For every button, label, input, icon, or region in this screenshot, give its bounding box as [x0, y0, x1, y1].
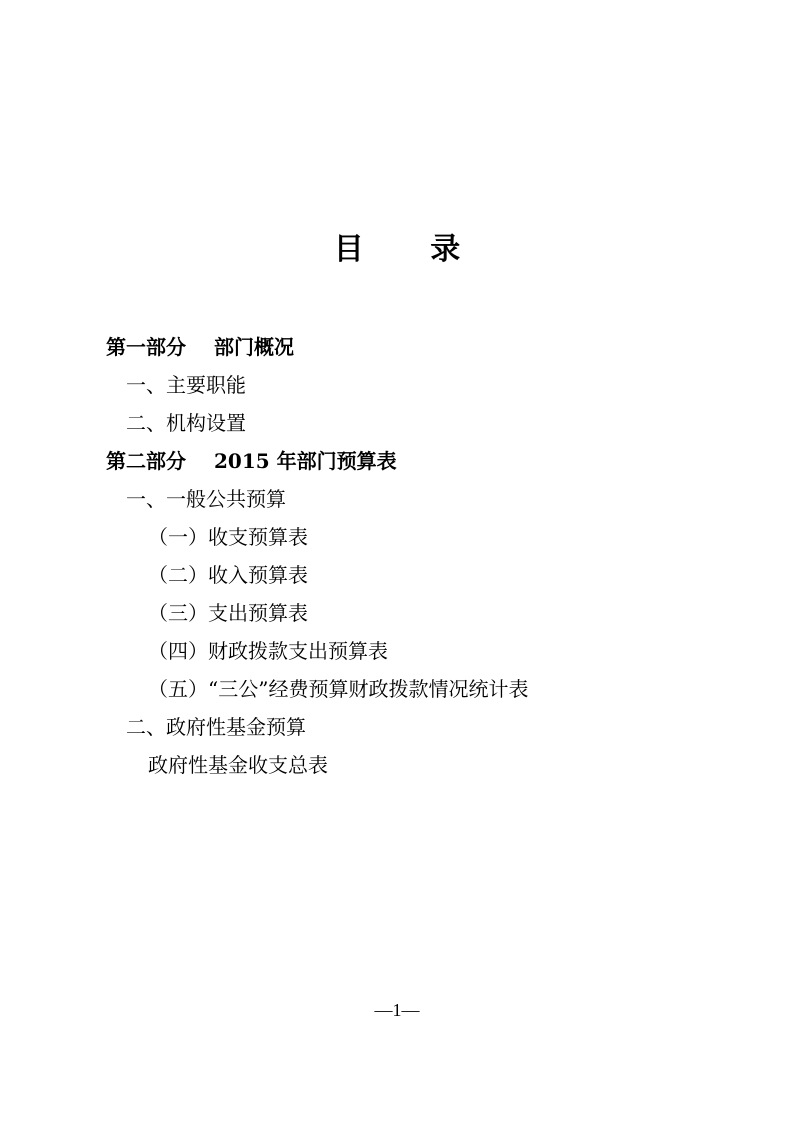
toc-item-main-functions[interactable]: 一、主要职能 — [126, 373, 246, 397]
toc-item-fiscal-allocation-table[interactable]: （四）财政拨款支出预算表 — [148, 639, 388, 663]
toc-item-revenue-expenditure-table[interactable]: （一）收支预算表 — [148, 525, 308, 549]
toc-section-government-fund[interactable]: 二、政府性基金预算 — [126, 715, 306, 739]
toc-part-1-title: 部门概况 — [214, 335, 294, 359]
page-number: —1— — [374, 1000, 420, 1020]
page-title: 目 录 — [333, 232, 489, 267]
toc-part-2[interactable] — [106, 442, 397, 480]
toc-part-1-number: 第一部分 — [106, 335, 186, 359]
toc-item-expenditure-table[interactable]: （三）支出预算表 — [148, 601, 308, 625]
toc-item-three-public-table[interactable]: （五）“三公”经费预算财政拨款情况统计表 — [148, 677, 529, 701]
toc-part-1[interactable] — [106, 328, 294, 366]
toc-item-revenue-table[interactable]: （二）收入预算表 — [148, 563, 308, 587]
toc-section-general-budget[interactable]: 一、一般公共预算 — [126, 487, 286, 511]
toc-item-organization[interactable]: 二、机构设置 — [126, 411, 246, 435]
toc-part-2-title: 2015 年部门预算表 — [214, 449, 397, 473]
toc-part-2-number: 第二部分 — [106, 449, 186, 473]
toc-item-government-fund-table[interactable]: 政府性基金收支总表 — [148, 753, 328, 777]
